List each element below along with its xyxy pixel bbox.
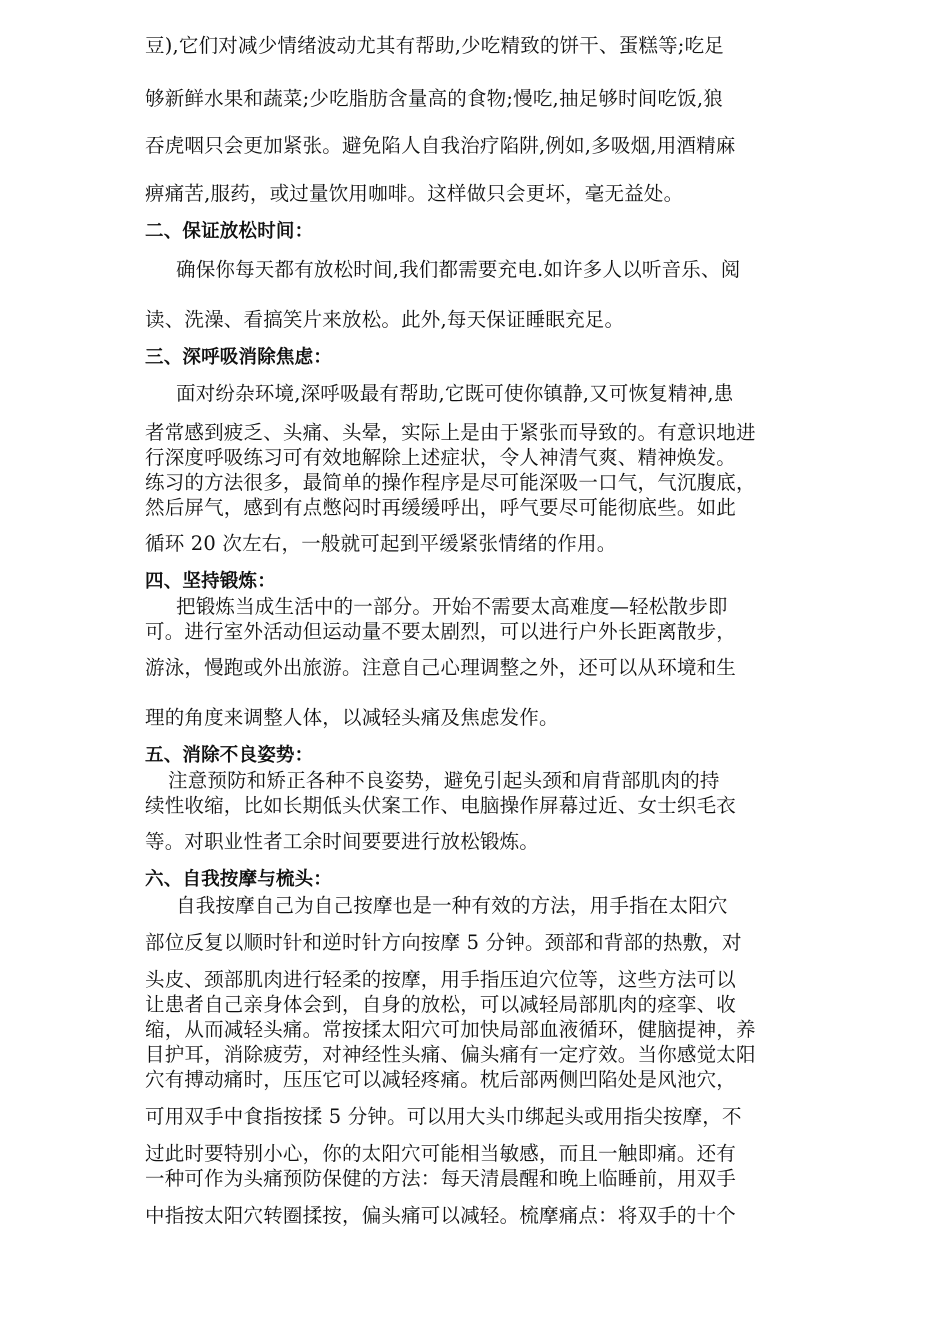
paragraph-line: 行深度呼吸练习可有效地解除上述症状，令人神清气爽、精神焕发。 [145, 446, 737, 469]
paragraph-line: 缩，从而减轻头痛。常按揉太阳穴可加快局部血液循环，健脑提神，养 [145, 1018, 756, 1041]
paragraph-line: 者常感到疲乏、头痛、头晕，实际上是由于紧张而导致的。有意识地进 [145, 421, 756, 444]
paragraph-line: 注意预防和矫正各种不良姿势，避免引起头颈和肩背部肌肉的持 [168, 769, 720, 792]
paragraph-line: 游泳，慢跑或外出旅游。注意自己心理调整之外，还可以从环境和生 [145, 656, 737, 679]
paragraph-line: 过此时要特别小心，你的太阳穴可能相当敏感，而且一触即痛。还有 [145, 1142, 737, 1165]
paragraph-line: 面对纷杂环境,深呼吸最有帮助,它既可使你镇静,又可恢复精神,患 [176, 382, 734, 405]
section-heading: 六、自我按摩与梳头： [145, 869, 333, 890]
paragraph-line: 头皮、颈部肌肉进行轻柔的按摩，用手指压迫穴位等，这些方法可以 [145, 968, 737, 991]
paragraph-line: 确保你每天都有放松时间,我们都需要充电.如许多人以听音乐、阅 [176, 258, 741, 281]
paragraph-line: 部位反复以顺时针和逆时针方向按摩 5 分钟。颈部和背部的热敷，对 [145, 931, 742, 954]
paragraph-line: 够新鲜水果和蔬菜;少吃脂肪含量高的食物;慢吃,抽足够时间吃饭,狼 [145, 87, 723, 110]
paragraph-line: 理的角度来调整人体，以减轻头痛及焦虑发作。 [145, 706, 559, 729]
paragraph-line: 把锻炼当成生活中的一部分。开始不需要太高难度—轻松散步即 [176, 595, 728, 618]
paragraph-line: 吞虎咽只会更加紧张。避免陷人自我治疗陷阱,例如,多吸烟,用酒精麻 [145, 134, 736, 157]
paragraph-line: 豆),它们对减少情绪波动尤其有帮助,少吃精致的饼干、蛋糕等;吃足 [145, 34, 724, 57]
paragraph-line: 可。进行室外活动但运动量不要太剧烈，可以进行户外长距离散步， [145, 620, 737, 643]
paragraph-line: 中指按太阳穴转圈揉按，偏头痛可以减轻。梳摩痛点：将双手的十个 [145, 1204, 737, 1227]
paragraph-line: 循环 20 次左右，一般就可起到平缓紧张情绪的作用。 [145, 532, 617, 555]
paragraph-line: 痹痛苦,服药，或过量饮用咖啡。这样做只会更坏，毫无益处。 [145, 182, 684, 205]
section-heading: 二、保证放松时间： [145, 221, 314, 242]
paragraph-line: 然后屏气，感到有点憋闷时再缓缓呼出，呼气要尽可能彻底些。如此 [145, 496, 737, 519]
paragraph-line: 自我按摩自己为自己按摩也是一种有效的方法，用手指在太阳穴 [176, 894, 728, 917]
paragraph-line: 一种可作为头痛预防保健的方法：每天清晨醒和晚上临睡前，用双手 [145, 1167, 737, 1190]
section-heading: 五、消除不良姿势： [145, 745, 314, 766]
paragraph-line: 可用双手中食指按揉 5 分钟。可以用大头巾绑起头或用指尖按摩，不 [145, 1105, 742, 1128]
paragraph-line: 读、洗澡、看搞笑片来放松。此外,每天保证睡眠充足。 [145, 308, 625, 331]
paragraph-line: 等。对职业性者工余时间要要进行放松锻炼。 [145, 830, 540, 853]
paragraph-line: 目护耳，消除疲劳，对神经性头痛、偏头痛有一定疗效。当你感觉太阳 [145, 1043, 756, 1066]
paragraph-line: 让患者自己亲身体会到，自身的放松，可以减轻局部肌肉的痉挛、收 [145, 993, 737, 1016]
section-heading: 四、坚持锻炼： [145, 571, 276, 592]
paragraph-line: 续性收缩，比如长期低头伏案工作、电脑操作屏幕过近、女士织毛衣 [145, 794, 737, 817]
section-heading: 三、深呼吸消除焦虑： [145, 347, 333, 368]
paragraph-line: 练习的方法很多，最简单的操作程序是尽可能深吸一口气，气沉腹底， [145, 471, 756, 494]
paragraph-line: 穴有搏动痛时，压压它可以减轻疼痛。枕后部两侧凹陷处是风池穴， [145, 1068, 737, 1091]
